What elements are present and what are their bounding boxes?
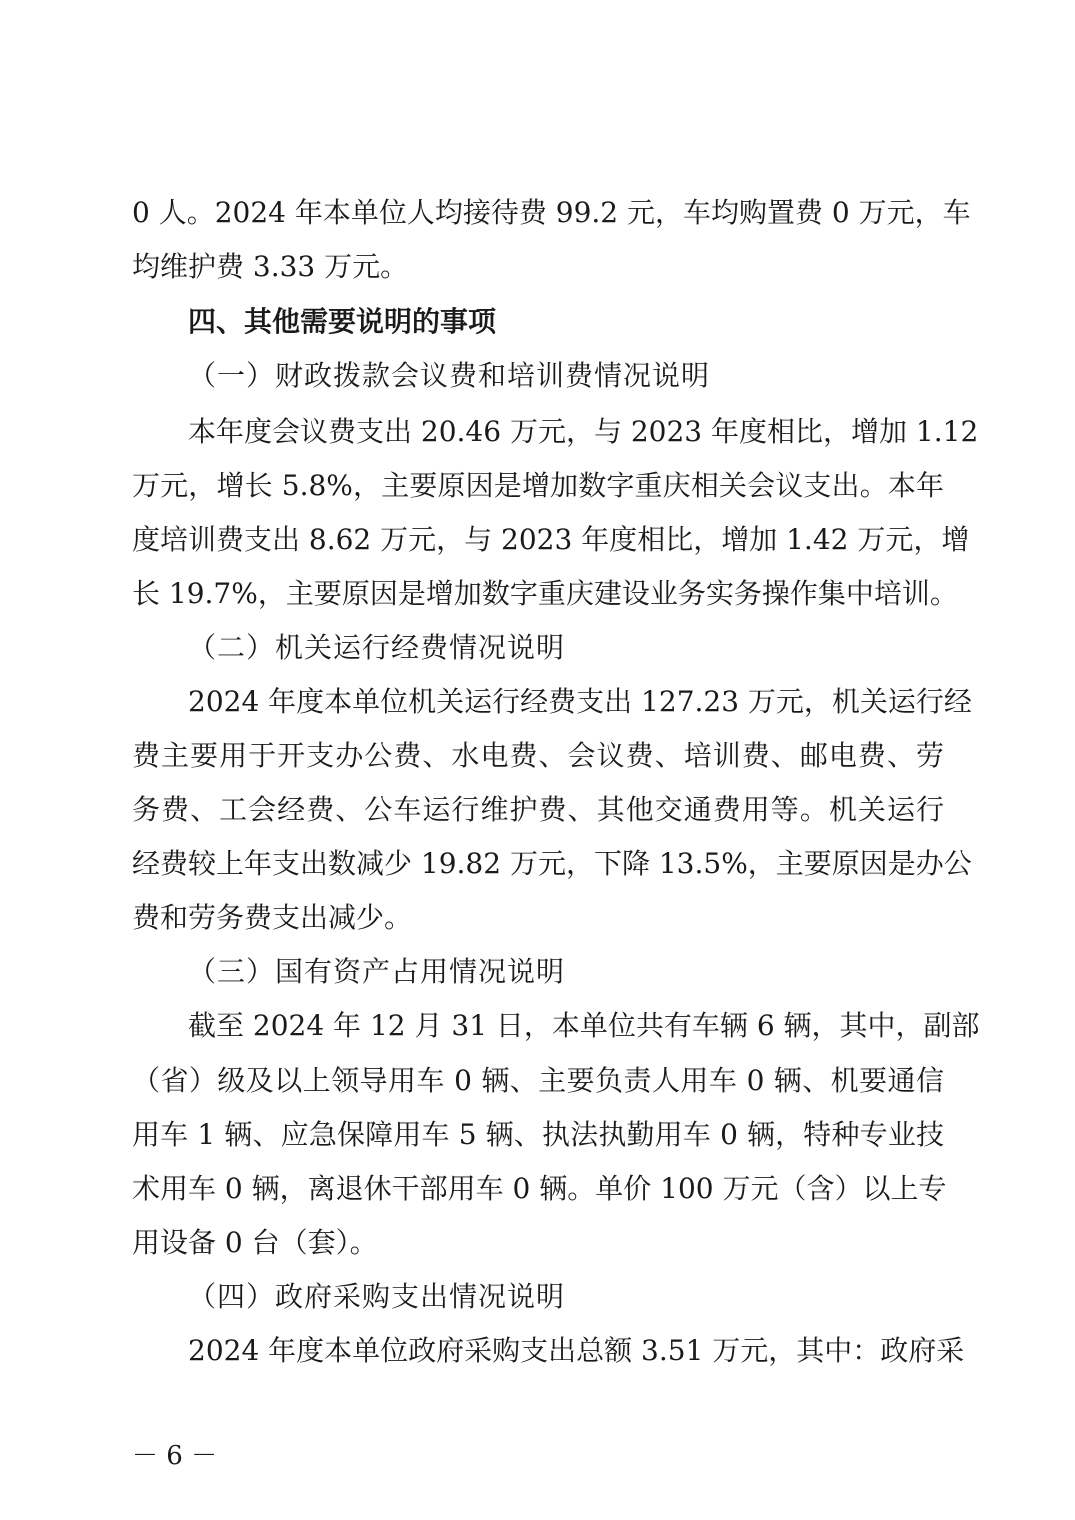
subheading-meeting-training: （一）财政拨款会议费和培训费情况说明	[188, 359, 711, 392]
body-text-line: 本年度会议费支出 20.46 万元，与 2023 年度相比，增加 1.12	[188, 415, 979, 448]
body-text-line: 费和劳务费支出减少。	[132, 901, 413, 934]
subheading-state-assets: （三）国有资产占用情况说明	[188, 955, 566, 988]
body-text-line: 用设备 0 台（套）。	[132, 1226, 378, 1259]
section-heading: 四、其他需要说明的事项	[188, 305, 497, 338]
body-text-line: 费主要用于开支办公费、水电费、会议费、培训费、邮电费、劳	[132, 739, 944, 772]
body-text-line: 均维护费 3.33 万元。	[132, 250, 409, 283]
body-text-line: （省）级及以上领导用车 0 辆、主要负责人用车 0 辆、机要通信	[132, 1064, 944, 1097]
body-text-line: 截至 2024 年 12 月 31 日，本单位共有车辆 6 辆，其中，副部	[188, 1009, 980, 1042]
body-text-line: 2024 年度本单位政府采购支出总额 3.51 万元，其中：政府采	[188, 1334, 965, 1367]
subheading-operating-expenses: （二）机关运行经费情况说明	[188, 631, 566, 664]
body-text-line: 务费、工会经费、公车运行维护费、其他交通费用等。机关运行	[132, 793, 944, 826]
body-text-line: 0 人。2024 年本单位人均接待费 99.2 元，车均购置费 0 万元，车	[132, 196, 971, 229]
body-text-line: 2024 年度本单位机关运行经费支出 127.23 万元，机关运行经	[188, 685, 972, 718]
body-text-line: 经费较上年支出数减少 19.82 万元，下降 13.5%，主要原因是办公	[132, 847, 972, 880]
body-text-line: 万元，增长 5.8%，主要原因是增加数字重庆相关会议支出。本年	[132, 469, 944, 502]
page-number: － 6 －	[132, 1441, 218, 1471]
body-text-line: 用车 1 辆、应急保障用车 5 辆、执法执勤用车 0 辆，特种专业技	[132, 1118, 944, 1151]
body-text-line: 度培训费支出 8.62 万元，与 2023 年度相比，增加 1.42 万元，增	[132, 523, 970, 556]
body-text-line: 长 19.7%，主要原因是增加数字重庆建设业务实务操作集中培训。	[132, 577, 958, 610]
subheading-government-procurement: （四）政府采购支出情况说明	[188, 1280, 566, 1313]
body-text-line: 术用车 0 辆，离退休干部用车 0 辆。单价 100 万元（含）以上专	[132, 1172, 947, 1205]
